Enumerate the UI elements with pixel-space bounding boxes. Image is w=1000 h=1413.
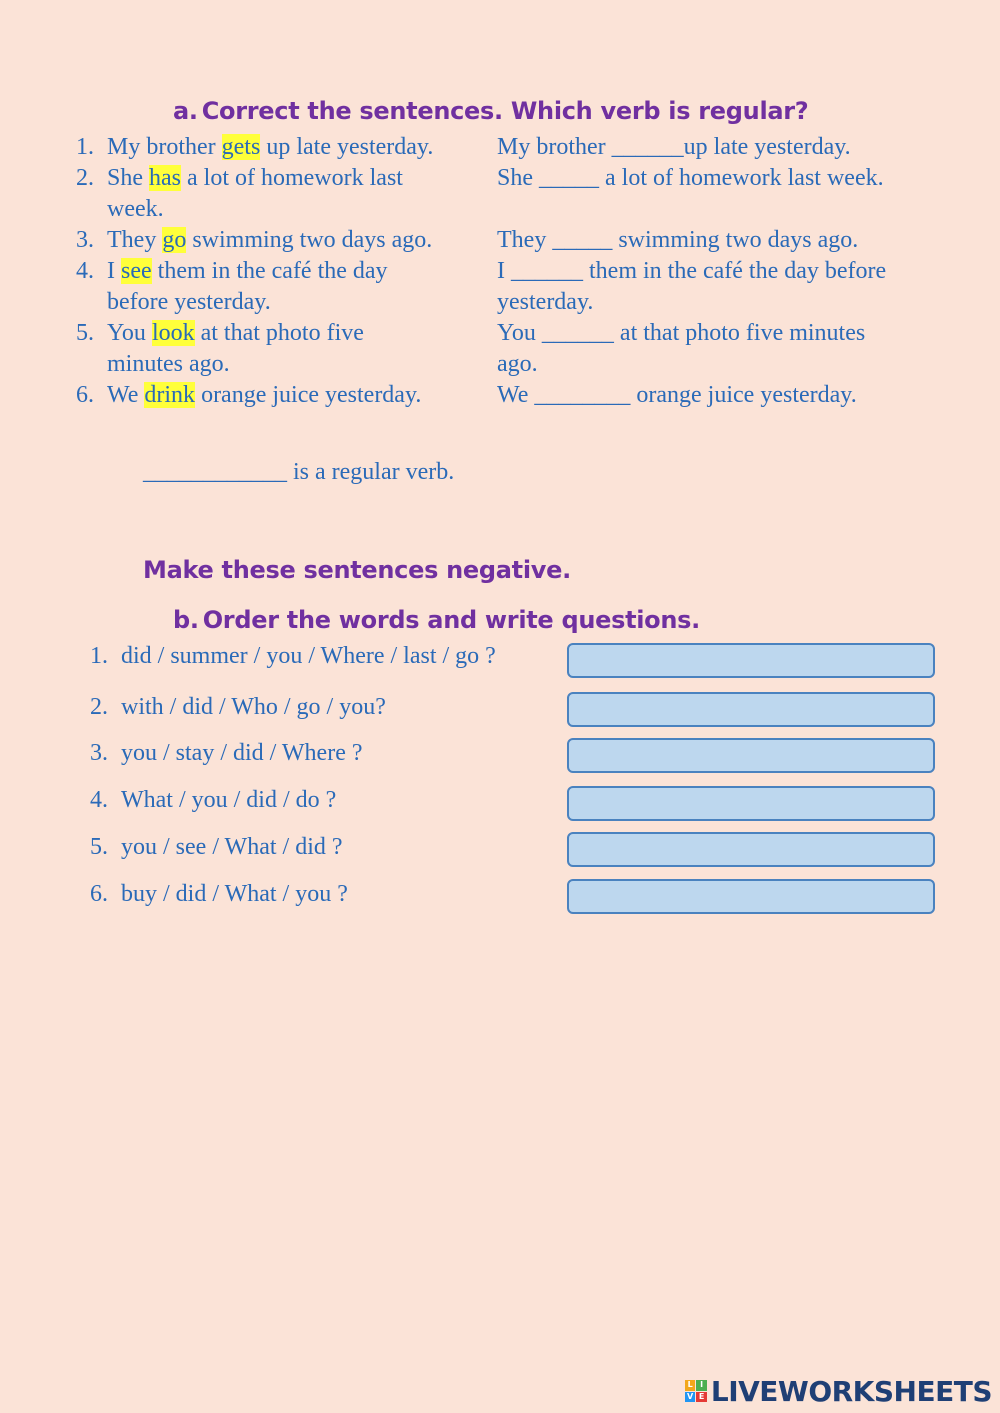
highlighted-verb: look: [151, 320, 195, 346]
sentence-text: swimming two days ago.: [186, 227, 433, 253]
sentence-text: up late yesterday.: [260, 134, 434, 160]
logo-text: LIVEWORKSHEETS: [710, 1374, 992, 1408]
item-number: 3.: [76, 227, 94, 253]
answer-input[interactable]: [567, 879, 935, 914]
sentence-text: I: [107, 258, 121, 284]
scrambled-words: you / see / What / did ?: [121, 834, 343, 860]
sentence-text: at that photo five: [194, 320, 364, 346]
original-sentence: [107, 256, 388, 287]
corrected-sentence: They _____ swimming two days ago.: [497, 227, 859, 253]
answer-input[interactable]: [567, 643, 935, 678]
section-b-letter: b.: [173, 606, 199, 634]
corrected-sentence-cont: yesterday.: [497, 289, 594, 315]
corrected-sentence-cont: ago.: [497, 351, 538, 377]
original-sentence: [107, 225, 432, 256]
corrected-sentence: I ______ them in the café the day before: [497, 258, 887, 284]
scrambled-words: What / you / did / do ?: [121, 787, 337, 813]
corrected-sentence: You ______ at that photo five minutes: [497, 320, 866, 346]
original-sentence: [107, 380, 421, 411]
sentence-text: My brother: [107, 134, 222, 160]
scrambled-words: with / did / Who / go / you?: [121, 694, 386, 720]
answer-input[interactable]: [567, 738, 935, 773]
logo-mark-letter: I: [696, 1380, 707, 1391]
section-b-title: Order the words and write questions.: [202, 606, 700, 634]
negative-heading: Make these sentences negative.: [143, 556, 571, 584]
item-number: 2.: [90, 694, 108, 720]
corrected-sentence: She _____ a lot of homework last week.: [497, 165, 884, 191]
item-number: 6.: [76, 382, 94, 408]
corrected-sentence: My brother ______up late yesterday.: [497, 134, 851, 160]
logo-mark-letter: V: [685, 1392, 696, 1403]
original-sentence: [107, 132, 433, 163]
original-sentence: [107, 163, 403, 194]
item-number: 1.: [90, 643, 108, 669]
section-b-heading: [173, 606, 700, 634]
item-number: 2.: [76, 165, 94, 191]
logo-mark-icon: [685, 1380, 707, 1402]
section-a-title: Correct the sentences. Which verb is regular?: [201, 97, 809, 125]
sentence-text: a lot of homework last: [181, 165, 403, 191]
highlighted-verb: go: [162, 227, 187, 253]
corrected-sentence: We ________ orange juice yesterday.: [497, 382, 857, 408]
answer-input[interactable]: [567, 832, 935, 867]
item-number: 5.: [76, 320, 94, 346]
highlighted-verb: see: [121, 258, 152, 284]
scrambled-words: buy / did / What / you ?: [121, 881, 348, 907]
highlighted-verb: has: [149, 165, 181, 191]
original-sentence-cont: week.: [107, 196, 164, 222]
regular-verb-line: ____________ is a regular verb.: [143, 459, 455, 485]
item-number: 4.: [90, 787, 108, 813]
sentence-text: They: [107, 227, 163, 253]
item-number: 3.: [90, 740, 108, 766]
sentence-text: She: [107, 165, 149, 191]
section-a-letter: a.: [173, 97, 198, 125]
liveworksheets-logo: [685, 1375, 992, 1407]
item-number: 5.: [90, 834, 108, 860]
scrambled-words: you / stay / did / Where ?: [121, 740, 363, 766]
sentence-text: orange juice yesterday.: [195, 382, 422, 408]
answer-input[interactable]: [567, 786, 935, 821]
original-sentence-cont: minutes ago.: [107, 351, 230, 377]
answer-input[interactable]: [567, 692, 935, 727]
section-a-heading: [173, 97, 808, 125]
scrambled-words: did / summer / you / Where / last / go ?: [121, 643, 496, 669]
highlighted-verb: drink: [144, 382, 196, 408]
sentence-text: them in the café the day: [151, 258, 388, 284]
item-number: 1.: [76, 134, 94, 160]
logo-mark-letter: E: [696, 1392, 707, 1403]
highlighted-verb: gets: [221, 134, 261, 160]
sentence-text: You: [107, 320, 152, 346]
original-sentence-cont: before yesterday.: [107, 289, 271, 315]
logo-mark-letter: L: [685, 1380, 696, 1391]
item-number: 6.: [90, 881, 108, 907]
sentence-text: We: [107, 382, 145, 408]
original-sentence: [107, 318, 364, 349]
item-number: 4.: [76, 258, 94, 284]
